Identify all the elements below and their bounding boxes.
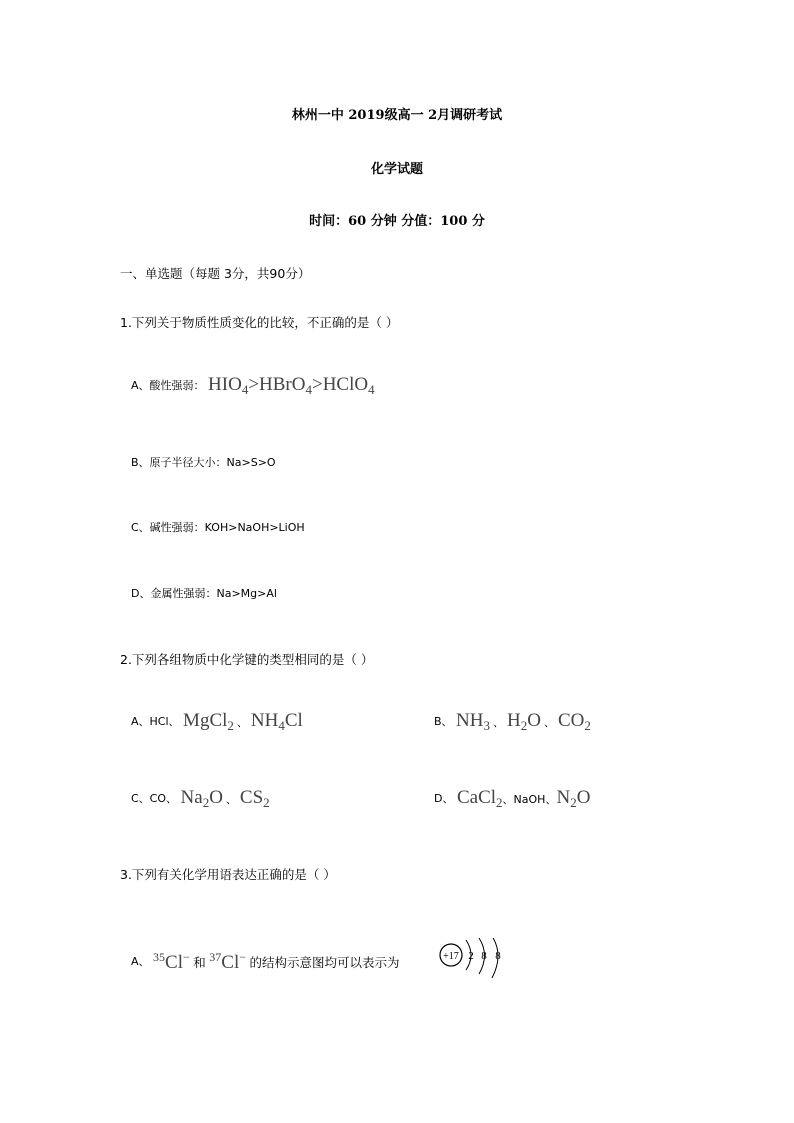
formula-cs2: $CS_2$: [239, 787, 270, 810]
question-1-option-b: B、原子半径大小：Na>S>O: [131, 456, 276, 469]
question-1-option-c: C、碱性强弱：KOH>NaOH>LiOH: [131, 521, 305, 534]
shell-1-electrons: 2: [468, 950, 474, 962]
question-1-option-d: D、金属性强弱：Na>Mg>Al: [131, 587, 277, 600]
formula-mgcl2: MgCl$_2$: [183, 710, 234, 733]
acid-strength-formula: $HIO_4>HBrO_4>HClO_4$: [208, 374, 375, 397]
question-3-stem: 3.下列有关化学用语表达正确的是（ ）: [120, 867, 336, 882]
question-2-option-a: A、HCl、 MgCl$_2$ 、 $NH_4Cl$: [131, 710, 303, 733]
question-1-stem: 1.下列关于物质性质变化的比较，不正确的是（ ）: [120, 315, 399, 330]
question-2-stem: 2.下列各组物质中化学键的类型相同的是（ ）: [120, 652, 374, 667]
isotope-cl35-ion: $^{35}$Cl−: [153, 950, 190, 973]
question-1-option-a: [131, 374, 375, 398]
section-heading: 一、单选题（每题 3分，共90分）: [120, 266, 311, 281]
isotope-cl37-ion: $^{37}$Cl−: [209, 950, 247, 973]
exam-time-info: 时间：60 分钟 分值：100 分: [309, 214, 485, 229]
formula-nh3: $NH_3$: [456, 710, 490, 733]
question-2-option-c: C、CO、 $Na_2O$ 、 $CS_2$: [131, 787, 270, 810]
option-a-label: A、酸性强弱：: [131, 379, 205, 392]
formula-n2o: $N_2O$: [556, 787, 591, 810]
formula-nh4cl: $NH_4Cl$: [250, 710, 303, 733]
atomic-structure-diagram: [438, 938, 510, 982]
formula-co2: $CO_2$: [557, 710, 591, 733]
formula-h2o: $H_2O$: [507, 710, 541, 733]
question-2-option-b: B、 $NH_3$ 、 $H_2O$ 、 $CO_2$: [434, 710, 591, 733]
formula-cacl2: CaCl$_2$: [456, 787, 503, 810]
nucleus-charge: +17: [443, 951, 459, 962]
shell-3-electrons: 8: [495, 950, 501, 962]
formula-na2o: $Na_2O$: [180, 787, 223, 810]
question-2-option-d: D、 CaCl$_2$、NaOH、$N_2O$: [434, 787, 591, 810]
question-3-option-a: A、 $^{35}$Cl− 和 $^{37}$Cl− 的结构示意图均可以表示为: [131, 950, 400, 973]
shell-2-electrons: 8: [481, 950, 487, 962]
exam-school-title: 林州一中 2019级高一 2月调研考试: [291, 108, 503, 123]
exam-subject-title: 化学试题: [370, 162, 423, 177]
